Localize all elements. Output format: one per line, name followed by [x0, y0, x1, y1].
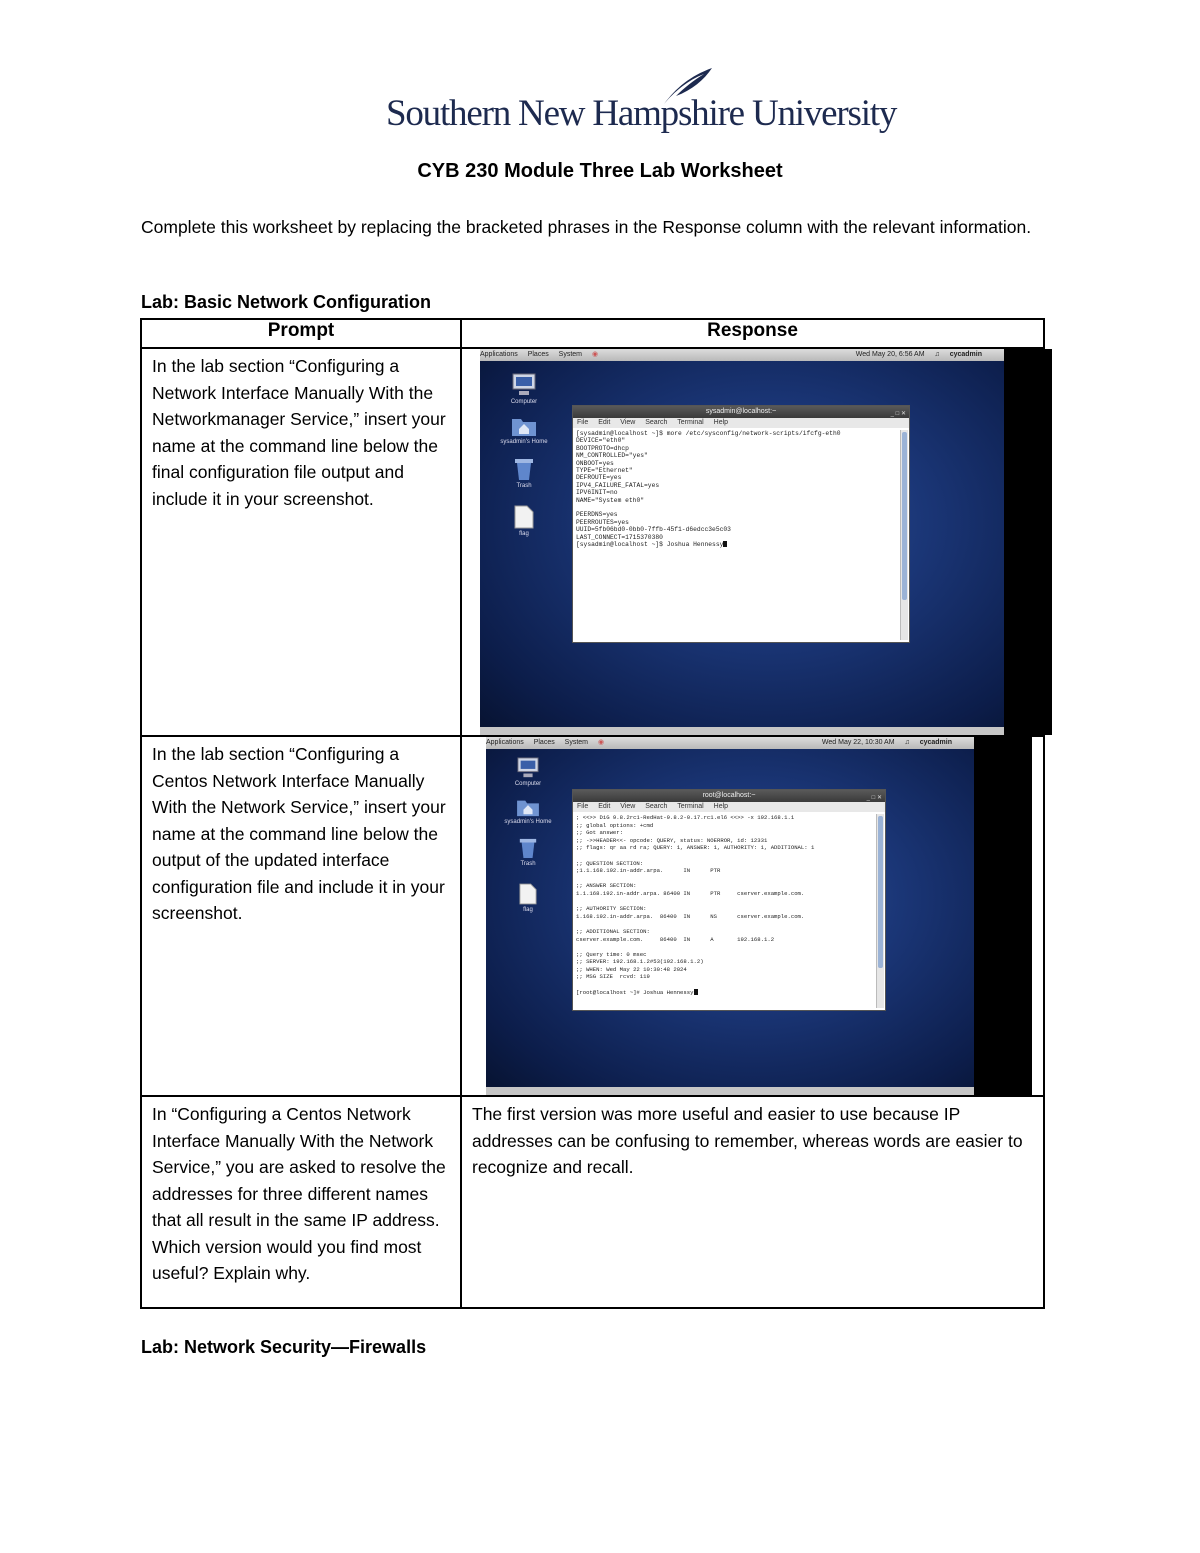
desktop-icon-computer[interactable]	[494, 373, 554, 405]
terminal-line: ;; AUTHORITY SECTION:	[576, 905, 647, 913]
terminal-line: NAME="System eth0"	[576, 496, 645, 504]
terminal-line: LAST_CONNECT=1715370380	[576, 533, 663, 541]
computer-icon	[511, 373, 537, 397]
terminal-line: [sysadmin@localhost ~]$ Joshua Hennessy	[576, 541, 897, 548]
terminal-line: ;; QUESTION SECTION:	[576, 859, 644, 867]
terminal-menu-terminal[interactable]: Terminal	[677, 803, 704, 810]
menu-applications[interactable]: Applications	[486, 739, 524, 746]
terminal-title: sysadmin@localhost:~	[705, 408, 777, 415]
terminal-line: ;; WHEN: Wed May 22 10:30:48 2024	[576, 965, 687, 973]
terminal-line: ;; SERVER: 192.168.1.2#53(192.168.1.2)	[576, 958, 704, 966]
terminal-menu-terminal[interactable]: Terminal	[677, 419, 704, 426]
volume-icon[interactable]: ♫	[904, 739, 910, 746]
terminal-titlebar[interactable]	[573, 406, 909, 418]
terminal-menubar	[573, 418, 909, 428]
page-title: CYB 230 Module Three Lab Worksheet	[417, 160, 783, 182]
terminal-line: 1.168.192.in-addr.arpa. 86400 IN NS cserver.example.com.	[576, 912, 805, 920]
terminal-cursor	[723, 541, 727, 547]
terminal-line: ;; global options: +cmd	[576, 821, 654, 829]
terminal-line: ;; Query time: 0 msec	[576, 950, 647, 958]
terminal-line	[576, 852, 873, 860]
terminal-output[interactable]	[573, 812, 885, 996]
screenshot-network-service	[486, 737, 1032, 1095]
terminal-line: cserver.example.com. 86400 IN A 192.168.1.2	[576, 935, 775, 943]
document-icon	[519, 883, 537, 905]
menu-system[interactable]: System	[558, 351, 583, 358]
trash-icon	[513, 457, 535, 481]
firefox-icon[interactable]: ◉	[591, 351, 599, 358]
home-folder-icon	[511, 415, 537, 437]
window-controls[interactable]: _ □ ✕	[890, 411, 906, 417]
gnome-top-panel	[486, 737, 974, 749]
terminal-line	[576, 981, 873, 989]
response-cell	[461, 348, 1044, 736]
desktop-icon-label: Computer	[510, 399, 538, 405]
gnome-top-panel	[480, 349, 1004, 361]
desktop-icon-label: Computer	[514, 781, 542, 787]
gnome-bottom-panel	[486, 1087, 974, 1095]
desktop-icon-home[interactable]	[498, 797, 558, 825]
terminal-line	[576, 898, 873, 906]
terminal-menu-file[interactable]: File	[577, 803, 589, 810]
terminal-line: IPV4_FAILURE_FATAL=yes	[576, 481, 660, 489]
terminal-line: ;; MSG SIZE rcvd: 119	[576, 973, 650, 981]
terminal-line: 1.1.168.192.in-addr.arpa. 86400 IN PTR cserver.example.com.	[576, 889, 805, 897]
desktop-background	[480, 349, 1004, 735]
desktop-icon-label: flag	[523, 907, 533, 913]
home-folder-icon	[516, 797, 540, 817]
desktop-icon-label: sysadmin's Home	[500, 439, 548, 445]
desktop-icon-computer[interactable]	[498, 757, 558, 787]
terminal-line: ; <<>> DiG 9.8.2rc1-RedHat-9.8.2-0.17.rc1.el6 <<>> -x 192.168.1.1	[576, 814, 795, 821]
clock: Wed May 22, 10:30 AM	[821, 739, 895, 746]
document-icon	[514, 505, 534, 529]
terminal-line: ;; Got answer:	[576, 829, 623, 837]
snhu-logo	[386, 66, 897, 136]
terminal-menu-edit[interactable]: Edit	[598, 803, 611, 810]
section-heading-basic-network: Lab: Basic Network Configuration	[141, 292, 432, 312]
instructions: Complete this worksheet by replacing the bracketed phrases in the Response column with the relevant information.	[141, 217, 1032, 237]
terminal-scrollbar[interactable]	[900, 430, 908, 640]
user-menu[interactable]: cycadmin	[919, 739, 952, 746]
trash-icon	[518, 837, 538, 859]
table-header-row	[141, 319, 1044, 348]
logo-text: Southern New Hampshire University	[386, 93, 897, 134]
terminal-menu-file[interactable]: File	[577, 419, 589, 426]
terminal-line	[576, 920, 873, 928]
desktop-icon-label: Trash	[516, 483, 532, 489]
screenshot-networkmanager	[480, 349, 1052, 735]
desktop-icon-label: sysadmin's Home	[504, 819, 552, 825]
terminal-line: ;; ANSWER SECTION:	[576, 882, 637, 890]
terminal-line: ;; ->>HEADER<<- opcode: QUERY, status: NOERROR, id: 12331	[576, 836, 768, 844]
terminal-line: ONBOOT=yes	[576, 459, 614, 467]
header-response: Response	[461, 319, 1044, 348]
window-controls[interactable]: _ □ ✕	[866, 795, 882, 801]
prompt-cell: In “Configuring a Centos Network Interface Manually With the Network Service,” you are asked to resolve the addresses for three different names that all result in the same IP address. Which version would you find most useful? Explain why.	[141, 1096, 461, 1308]
menu-places[interactable]: Places	[527, 351, 549, 358]
table-row	[141, 348, 1044, 736]
terminal-line: [sysadmin@localhost ~]$ more /etc/sysconfig/network-scripts/ifcfg-eth0	[576, 430, 841, 437]
section-heading-firewalls: Lab: Network Security—Firewalls	[141, 1337, 427, 1357]
terminal-output[interactable]	[573, 428, 909, 549]
desktop-icon-flag[interactable]	[498, 883, 558, 913]
terminal-line	[576, 875, 873, 883]
terminal-line: PEERROUTES=yes	[576, 518, 629, 526]
terminal-menu-help[interactable]: Help	[713, 419, 729, 426]
table-row	[141, 736, 1044, 1096]
terminal-scrollbar[interactable]	[876, 814, 884, 1008]
gnome-bottom-panel	[480, 727, 1004, 735]
terminal-menu-view[interactable]: View	[620, 419, 636, 426]
table-row	[141, 1096, 1044, 1308]
terminal-line: DEVICE="eth0"	[576, 437, 626, 445]
terminal-menu-help[interactable]: Help	[713, 803, 729, 810]
prompt-cell: In the lab section “Configuring a Network Interface Manually With the Networkmanager Service,” insert your name at the command line below the final configuration file output and include it in your screenshot.	[141, 348, 461, 736]
terminal-titlebar[interactable]	[573, 790, 885, 802]
terminal-line: NM_CONTROLLED="yes"	[576, 452, 648, 460]
terminal-line: PEERDNS=yes	[576, 511, 618, 519]
terminal-line: BOOTPROTO=dhcp	[576, 444, 629, 452]
terminal-menubar	[573, 802, 885, 812]
volume-icon[interactable]: ♫	[934, 351, 940, 358]
terminal-menu-edit[interactable]: Edit	[598, 419, 611, 426]
response-cell[interactable]: The first version was more useful and easier to use because IP addresses can be confusing to remember, whereas words are easier to recognize and recall.	[461, 1096, 1044, 1308]
desktop-background	[486, 737, 974, 1095]
terminal-line: [root@localhost ~]# Joshua Hennessy	[576, 989, 873, 997]
desktop-icon-trash[interactable]	[494, 457, 554, 489]
desktop-icon-flag[interactable]	[494, 505, 554, 537]
terminal-window[interactable]	[572, 789, 886, 1011]
terminal-line: IPV6INIT=no	[576, 489, 618, 497]
user-menu[interactable]: cycadmin	[949, 351, 982, 358]
menu-places[interactable]: Places	[533, 739, 555, 746]
terminal-window[interactable]	[572, 405, 910, 643]
terminal-line: TYPE="Ethernet"	[576, 467, 633, 475]
header-prompt: Prompt	[141, 319, 461, 348]
terminal-line	[576, 504, 897, 511]
terminal-menu-view[interactable]: View	[620, 803, 636, 810]
menu-applications[interactable]: Applications	[480, 351, 518, 358]
lab-table	[140, 318, 1045, 1309]
terminal-cursor	[694, 989, 698, 995]
terminal-line	[576, 943, 873, 951]
terminal-line: ;1.1.168.192.in-addr.arpa. IN PTR	[576, 867, 721, 875]
prompt-cell: In the lab section “Configuring a Centos Network Interface Manually With the Network Service,” insert your name at the command line below the output of the updated interface configuration file and include it in your screenshot.	[141, 736, 461, 1096]
desktop-icon-trash[interactable]	[498, 837, 558, 867]
response-cell	[461, 736, 1044, 1096]
terminal-menu-search[interactable]: Search	[645, 803, 668, 810]
firefox-icon[interactable]: ◉	[597, 739, 605, 746]
terminal-menu-search[interactable]: Search	[645, 419, 668, 426]
terminal-line: ;; ADDITIONAL SECTION:	[576, 927, 650, 935]
terminal-line: UUID=5fb06bd0-0bb0-7ffb-45f1-d6edcc3e5c03	[576, 526, 731, 534]
clock: Wed May 20, 6:56 AM	[855, 351, 925, 358]
desktop-icon-label: Trash	[520, 861, 536, 867]
desktop-icon-label: flag	[519, 531, 529, 537]
terminal-line: ;; flags: qr aa rd ra; QUERY: 1, ANSWER: 1, AUTHORITY: 1, ADDITIONAL: 1	[576, 844, 815, 852]
desktop-icon-home[interactable]	[494, 415, 554, 445]
terminal-title: root@localhost:~	[702, 792, 756, 799]
terminal-line: DEFROUTE=yes	[576, 474, 622, 482]
computer-icon	[516, 757, 540, 779]
menu-system[interactable]: System	[564, 739, 589, 746]
